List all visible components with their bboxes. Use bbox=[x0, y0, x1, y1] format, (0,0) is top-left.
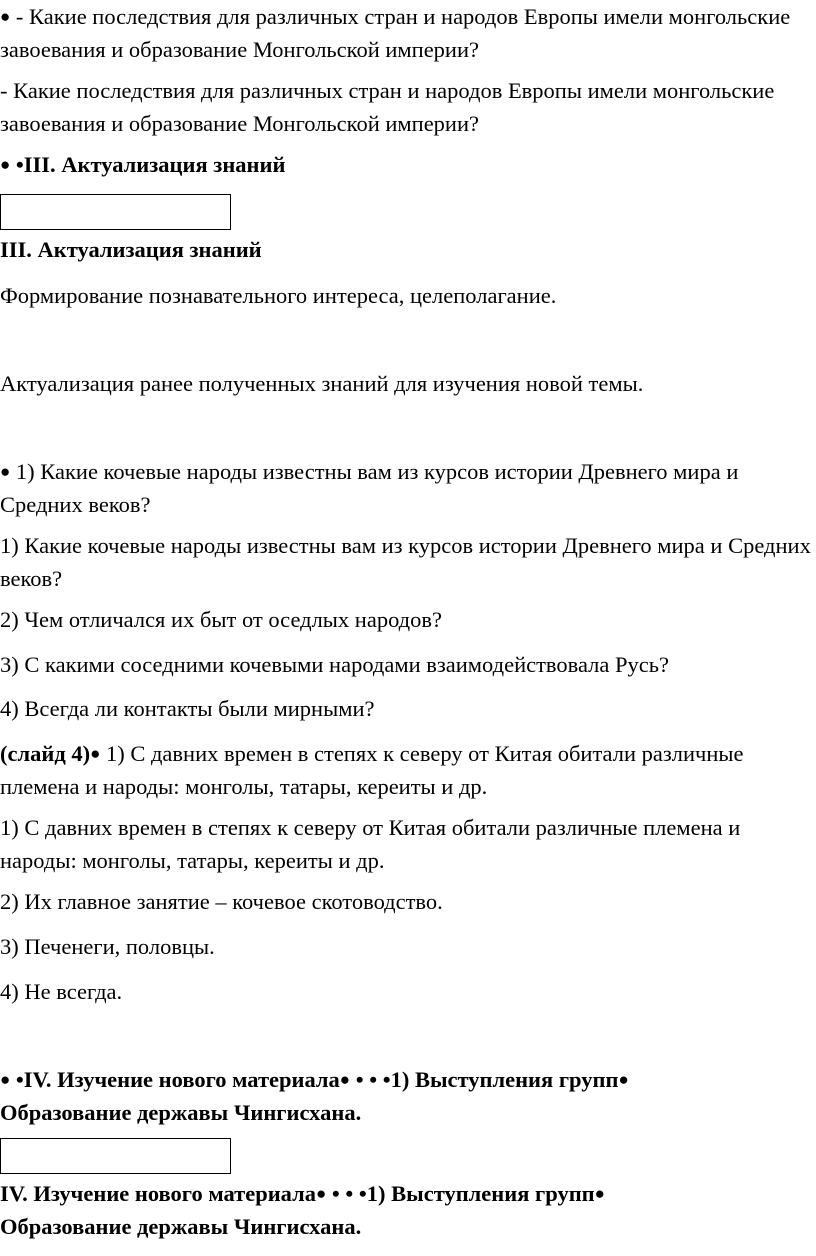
bullet-icon: ● bbox=[339, 1070, 351, 1089]
question-europe: - Какие последствия для различных стран и народов Европы имели монгольские завоевания и образование Монгольской империи? bbox=[0, 78, 775, 136]
answer-3: 3) Печенеги, половцы. bbox=[0, 934, 215, 959]
answer-4: 4) Не всегда. bbox=[0, 979, 123, 1004]
answer-1-slide-4 bbox=[0, 737, 812, 803]
heading-section-3: III. Актуализация знаний bbox=[0, 237, 262, 262]
heading-section-4 bbox=[0, 1177, 700, 1243]
question-europe-bulleted bbox=[0, 0, 812, 66]
formation-text: Формирование познавательного интереса, целеполагание. bbox=[0, 283, 557, 308]
bullet-icon: ● bbox=[0, 462, 11, 481]
question-3: 3) С какими соседними кочевыми народами взаимодействовала Русь? bbox=[0, 652, 670, 677]
question-4: 4) Всегда ли контакты были мирными? bbox=[0, 696, 375, 721]
heading-section-3-text: •III. Актуализация знаний bbox=[15, 152, 286, 177]
answer-1-inline-text: 1) С давних времен в степях к северу от Китая обитали различные племена и народы: монголы, татары, кереиты и др. bbox=[0, 741, 744, 799]
question-1-text: 1) Какие кочевые народы известны вам из курсов истории Древнего мира и Средних веков? bbox=[0, 459, 739, 517]
heading-section-4-part3: Образование державы Чингисхана. bbox=[0, 1100, 362, 1125]
question-1-bulleted bbox=[0, 455, 812, 521]
heading-section-4-b-part2: • • •1) Выступления групп bbox=[331, 1181, 595, 1206]
empty-frame bbox=[0, 194, 231, 230]
bullet-icon: ● bbox=[594, 1184, 605, 1203]
actualization-text: Актуализация ранее полученных знаний для изучения новой темы. bbox=[0, 371, 644, 396]
question-2: 2) Чем отличался их быт от оседлых народов? bbox=[0, 607, 442, 632]
question-1: 1) Какие кочевые народы известны вам из курсов истории Древнего мира и Средних веков? bbox=[0, 533, 811, 591]
answer-2: 2) Их главное занятие – кочевое скотоводство. bbox=[0, 889, 443, 914]
heading-section-4-part1: •IV. Изучение нового материала bbox=[15, 1067, 340, 1092]
bullet-icon: ● bbox=[90, 744, 101, 763]
bullet-icon: ● bbox=[0, 1070, 11, 1089]
question-europe-text: - Какие последствия для различных стран и народов Европы имели монгольские завоевания и образование Монгольской империи? bbox=[0, 4, 791, 62]
heading-section-4-b-part1: IV. Изучение нового материала bbox=[0, 1181, 316, 1206]
answer-1: 1) С давних времен в степях к северу от Китая обитали различные племена и народы: монголы, татары, кереиты и др. bbox=[0, 815, 741, 873]
empty-frame bbox=[0, 1138, 231, 1174]
heading-section-4-bulleted bbox=[0, 1063, 700, 1129]
bullet-icon: ● bbox=[618, 1070, 629, 1089]
bullet-icon: ● bbox=[316, 1184, 327, 1203]
heading-section-3-bulleted bbox=[0, 148, 812, 181]
bullet-icon: ● bbox=[0, 7, 11, 26]
heading-section-4-b-part3: Образование державы Чингисхана. bbox=[0, 1214, 362, 1239]
slide-4-label: (слайд 4) bbox=[0, 741, 91, 766]
heading-section-4-part2: • • •1) Выступления групп bbox=[355, 1067, 619, 1092]
bullet-icon: ● bbox=[0, 155, 11, 174]
